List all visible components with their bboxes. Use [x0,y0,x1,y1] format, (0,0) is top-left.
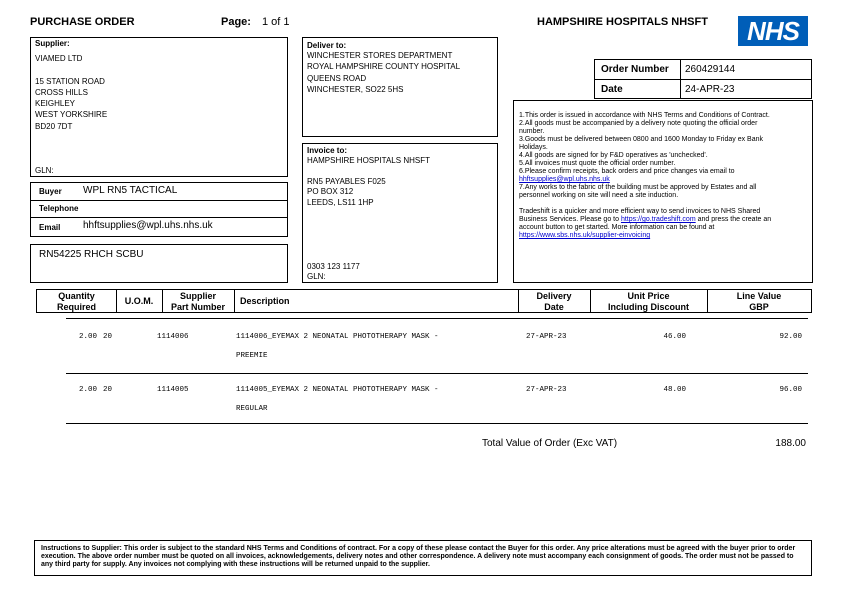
terms-line: 6.Please confirm receipts, back orders and price changes via email to [519,168,735,175]
document-title: PURCHASE ORDER [30,16,135,28]
deliver-line: WINCHESTER STORES DEPARTMENT [307,51,453,60]
terms-line: 5.All invoices must quote the official order number. [519,160,676,167]
org-name: HAMPSHIRE HOSPITALS NHSFT [537,16,708,28]
supplier-label: Supplier: [35,39,70,48]
instructions-text: Instructions to Supplier: This order is subject to the standard NHS Terms and Conditions of contract. For a copy of these please contact the Buyer for this order. Any price alterations must be agreed with the buyer prior to order execution. The above order number must be quoted on all invoices, acknowledgements, delivery notes and other correspondence. A delivery note must accompany each consignment of goods. The order must not be passed to any third party for supply. Any invoices not complying with these instructions will be returned unpaid to the supplier. [41,545,796,568]
invoice-line: RN5 PAYABLES F025 [307,176,386,186]
order-info-table [594,59,812,99]
deliver-to-box [302,37,498,137]
row-part: 1114006 [157,333,189,341]
supplier-box [30,37,288,177]
buyer-label: Buyer [39,187,62,196]
page-label: Page: [221,16,251,28]
cost-centre: RN54225 RHCH SCBU [39,249,144,260]
deliver-to-address [307,50,460,95]
invoice-to-label: Invoice to: [307,146,348,155]
sbs-link[interactable]: https://www.sbs.nhs.uk/supplier-einvoicing [519,232,651,239]
email-value: hhftsupplies@wpl.uhs.nhs.uk [83,220,213,231]
supplier-line: CROSS HILLS [35,87,88,97]
total-value: 188.00 [775,438,806,449]
row-uom: 20 [103,333,113,341]
invoice-line [307,166,430,176]
terms-email-link[interactable]: hhftsupplies@wpl.uhs.nhs.uk [519,176,610,183]
supplier-line: VIAMED LTD [35,54,83,63]
invoice-phone: 0303 123 1177 [307,262,360,271]
tradeshift-line: Business Services. Please go to https://go.tradeshift.com and press the create an [519,216,772,223]
row-desc-cont: PREEMIE [236,352,268,360]
terms-line: 4.All goods are signed for by F&D operatives as 'unchecked'. [519,152,708,159]
order-number-label: Order Number [601,64,669,75]
col-part-header: Supplier Part Number [170,291,225,312]
instructions-box [34,540,812,576]
page-number: 1 of 1 [262,16,290,28]
supplier-line: KEIGHLEY [35,99,76,109]
order-number-value: 260429144 [685,64,736,75]
tradeshift-line: account button to get started. More information can be found at [519,224,715,231]
email-label: Email [39,223,61,232]
col-line-header: Line Value GBP [736,291,782,312]
tradeshift-line: Tradeshift is a quicker and more efficient way to send invoices to NHS Shared [519,208,761,215]
terms-line: Holidays. [519,144,548,151]
row-desc-cont: REGULAR [236,405,268,413]
row-desc: 1114006_EYEMAX 2 NEONATAL PHOTOTHERAPY MASK - [236,333,439,341]
nhs-logo: NHS [738,16,808,46]
col-price-header: Unit Price Including Discount [608,291,689,312]
terms-line: number. [519,128,545,135]
buyer-box [30,182,288,237]
supplier-line: WEST YORKSHIRE [35,110,108,120]
invoice-to-address [307,156,430,208]
row-price: 48.00 [663,386,686,394]
row-date: 27-APR-23 [526,333,567,341]
terms-box [513,100,813,283]
col-uom-header: U.O.M. [124,296,154,306]
row-qty: 2.00 [78,386,97,394]
invoice-gln-label: GLN: [307,272,326,281]
invoice-line: LEEDS, LS11 1HP [307,197,374,207]
supplier-gln-label: GLN: [35,166,54,175]
col-delivery-header: Delivery Date [536,291,572,312]
col-qty-header: Quantity Required [56,291,96,312]
row-part: 1114005 [157,386,189,394]
row-date: 27-APR-23 [526,386,567,394]
terms-line: 1.This order is issued in accordance with NHS Terms and Conditions of Contract. [519,112,770,119]
invoice-to-box [302,143,498,283]
col-desc-header: Description [240,296,290,306]
terms-text [519,112,811,240]
row-desc: 1114005_EYEMAX 2 NEONATAL PHOTOTHERAPY MASK - [236,386,439,394]
row-price: 46.00 [663,333,686,341]
terms-line: 3.Goods must be delivered between 0800 and 1600 Monday to Friday ex Bank [519,136,763,143]
order-date-value: 24-APR-23 [685,84,735,95]
deliver-line: QUEENS ROAD [307,73,367,83]
deliver-to-label: Deliver to: [307,41,347,50]
terms-line: personnel working on site will need a site induction. [519,192,679,199]
tradeshift-link[interactable]: https://go.tradeshift.com [620,216,696,223]
terms-line: 2.All goods must be accompanied by a delivery note quoting the official order [519,120,758,127]
row-qty: 2.00 [78,333,97,341]
supplier-line: BD20 7DT [35,121,73,131]
order-date-label: Date [601,84,623,95]
row-uom: 20 [103,386,113,394]
invoice-line: HAMPSHIRE HOSPITALS NHSFT [307,156,430,165]
deliver-line: ROYAL HAMPSHIRE COUNTY HOSPITAL [307,62,461,72]
supplier-line: 15 STATION ROAD [35,76,105,86]
cost-centre-box [30,244,288,283]
supplier-line [35,64,107,75]
buyer-value: WPL RN5 TACTICAL [83,185,178,196]
telephone-label: Telephone [39,204,79,213]
deliver-line: WINCHESTER, SO22 5HS [307,84,404,94]
total-label: Total Value of Order (Exc VAT) [482,438,618,449]
invoice-line: PO BOX 312 [307,187,354,197]
table-header [36,289,812,313]
row-value: 96.00 [779,386,802,394]
supplier-address [35,53,107,132]
row-value: 92.00 [779,333,802,341]
terms-line: 7.Any works to the fabric of the building must be approved by Estates and all [519,184,757,191]
